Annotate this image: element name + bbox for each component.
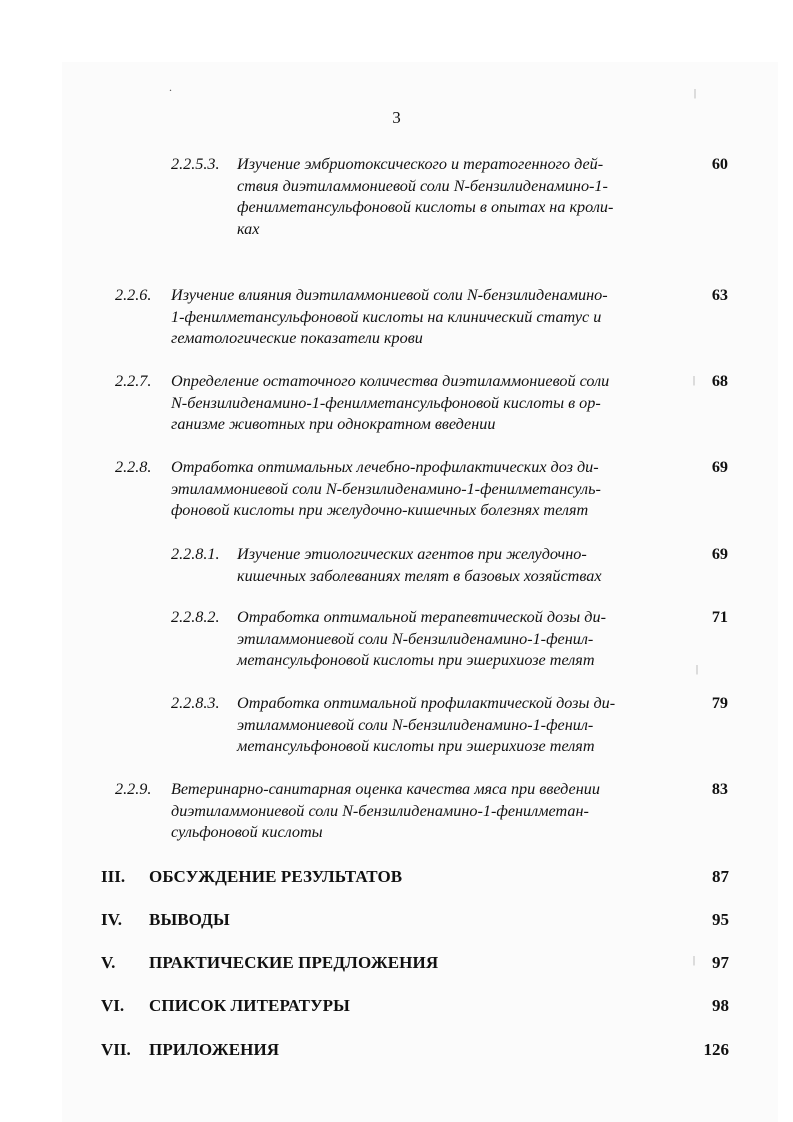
chapter-page: 87: [712, 867, 729, 886]
text-line: Отработка оптимальной терапевтической дозы ди-: [237, 608, 606, 626]
chapter-title: ОБСУЖДЕНИЕ РЕЗУЛЬТАТОВ: [149, 867, 403, 886]
toc-entry-number: 2.2.8.3.: [171, 694, 220, 712]
text-line: Изучение эмбриотоксического и тератогенного дей-: [237, 155, 604, 173]
scan-artifact-mark: |: [694, 88, 697, 99]
text-line: этиламмониевой соли N-бензилиденамино-1-фенилметансуль-: [171, 479, 601, 498]
text-line: Определение остаточного количества диэтиламмониевой соли: [171, 372, 610, 390]
toc-entry-text: [237, 544, 683, 587]
toc-entry-number: 2.2.6.: [115, 286, 152, 304]
toc-entry-text: [237, 154, 683, 240]
chapter-title: ПРАКТИЧЕСКИЕ ПРЕДЛОЖЕНИЯ: [149, 953, 439, 972]
text-line: метансульфоновой кислоты при эшерихиозе телят: [237, 651, 595, 669]
text-line: сульфоновой кислоты: [171, 823, 323, 841]
chapter-page: 126: [703, 1040, 729, 1059]
text-line: N-бензилиденамино-1-фенилметансульфоновой кислоты в ор-: [171, 393, 601, 412]
toc-entry-text: [171, 457, 684, 522]
scan-artifact-mark: |: [693, 375, 696, 386]
toc-entry-page: 69: [711, 458, 728, 476]
text-line: ках: [237, 219, 260, 238]
text-line: ганизме животных при однократном введении: [171, 415, 496, 433]
chapter-number: IV.: [101, 910, 122, 929]
chapter-title: СПИСОК ЛИТЕРАТУРЫ: [149, 996, 350, 1015]
chapter-page: 95: [712, 910, 729, 929]
chapter-page: 97: [712, 953, 729, 972]
page-number: 3: [392, 108, 401, 127]
toc-entry-text: [237, 607, 683, 672]
chapter-number: VII.: [101, 1040, 131, 1059]
scan-artifact-mark: |: [693, 955, 696, 966]
chapter-title: ВЫВОДЫ: [149, 910, 230, 929]
text-line: Ветеринарно-санитарная оценка качества мяса при введении: [171, 780, 600, 798]
text-line: Отработка оптимальной профилактической дозы ди-: [237, 694, 616, 712]
toc-entry-page: 60: [711, 155, 728, 173]
toc-entry-page: 71: [711, 608, 728, 626]
toc-entry-number: 2.2.7.: [115, 372, 152, 390]
toc-entry-number: 2.2.5.3.: [171, 155, 220, 173]
toc-entry-text: [237, 693, 683, 758]
text-line: Изучение влияния диэтиламмониевой соли N-бензилиденамино-: [171, 286, 608, 304]
scan-artifact-dot: .: [169, 80, 172, 94]
text-line: гематологические показатели крови: [171, 329, 423, 347]
text-line: 1-фенилметансульфоновой кислоты на клинический статус и: [171, 307, 602, 326]
text-line: Отработка оптимальных лечебно-профилактических доз ди-: [171, 458, 599, 476]
chapter-title: ПРИЛОЖЕНИЯ: [149, 1040, 280, 1059]
chapter-number: V.: [101, 953, 116, 972]
chapter-number: VI.: [101, 996, 125, 1015]
toc-entry-number: 2.2.9.: [115, 780, 152, 798]
toc-entry-text: [171, 779, 684, 844]
text-line: этиламмониевой соли N-бензилиденамино-1-фенил-: [237, 715, 594, 734]
chapter-page: 98: [712, 996, 729, 1015]
toc-entry-number: 2.2.8.2.: [171, 608, 220, 626]
text-line: диэтиламмониевой соли N-бензилиденамино-1-фенилметан-: [171, 801, 589, 820]
text-line: этиламмониевой соли N-бензилиденамино-1-фенил-: [237, 629, 594, 648]
scan-artifact-mark: |: [696, 664, 699, 675]
text-line: Изучение этиологических агентов при желудочно-: [237, 545, 587, 563]
toc-entry-text: [171, 285, 684, 350]
toc-entry-page: 79: [711, 694, 728, 712]
toc-entry-page: 68: [711, 372, 728, 390]
text-line: метансульфоновой кислоты при эшерихиозе телят: [237, 737, 595, 755]
toc-entry-page: 83: [711, 780, 728, 798]
text-line: ствия диэтиламмониевой соли N-бензилиденамино-1-: [237, 176, 608, 195]
toc-entry-page: 63: [711, 286, 728, 304]
toc-entry-text: [171, 371, 684, 436]
toc-entry-number: 2.2.8.1.: [171, 545, 220, 563]
toc-entry-number: 2.2.8.: [115, 458, 152, 476]
text-line: фенилметансульфоновой кислоты в опытах на кроли-: [237, 198, 614, 216]
chapter-number: III.: [101, 867, 126, 886]
toc-entry-page: 69: [711, 545, 728, 563]
text-line: фоновой кислоты при желудочно-кишечных болезнях телят: [171, 501, 589, 519]
text-line: кишечных заболеваниях телят в базовых хозяйствах: [237, 566, 602, 585]
